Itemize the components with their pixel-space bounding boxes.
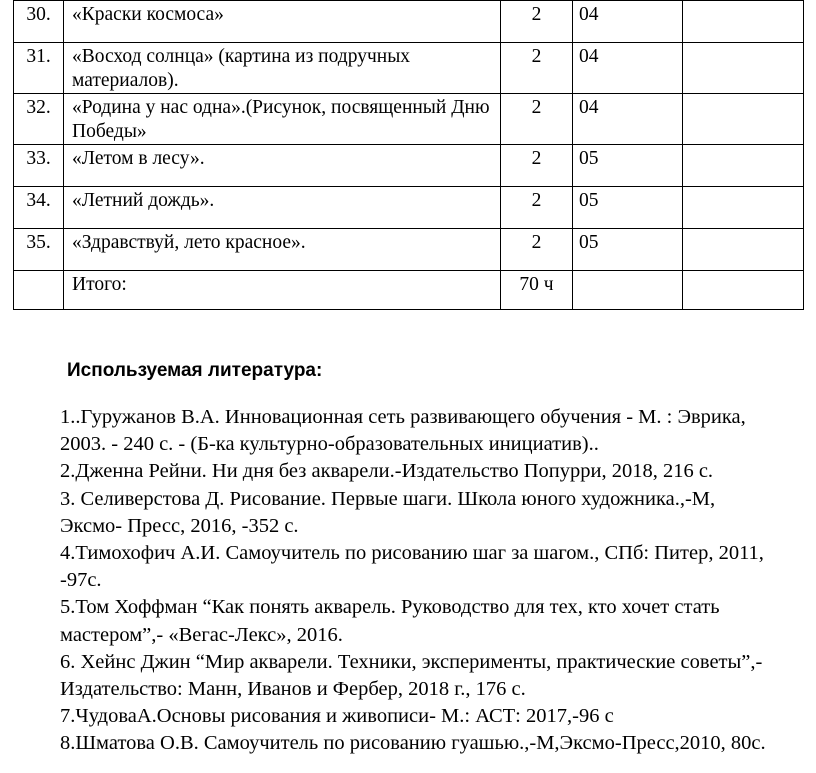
lesson-month: 05 <box>573 229 683 271</box>
literature-list <box>60 404 780 758</box>
total-hours: 70 ч <box>501 271 573 310</box>
lesson-month: 04 <box>573 43 683 94</box>
total-row <box>14 271 804 310</box>
table-row <box>14 43 804 94</box>
lesson-topic: «Восход солнца» (картина из подручных материалов). <box>64 43 501 94</box>
lesson-number: 31. <box>14 43 64 94</box>
empty-cell <box>683 271 804 310</box>
literature-item: 8.Шматова О.В. Самоучитель по рисованию гуашью.,-М,Эксмо-Пресс,2010, 80с. <box>60 732 766 755</box>
table-row <box>14 187 804 229</box>
literature-heading: Используемая литература: <box>67 360 323 381</box>
literature-item: 4.Тимохофич А.И. Самоучитель по рисованию шаг за шагом., СПб: Питер, 2011, -97с. <box>60 542 764 592</box>
lesson-topic: «Летний дождь». <box>64 187 501 229</box>
lesson-hours: 2 <box>501 187 573 229</box>
literature-item: 6. Хейнс Джин “Мир акварели. Техники, эксперименты, практические советы”,- Издательство: Манн, Иванов и Фербер, 2018 г., 176 с. <box>60 650 763 701</box>
empty-cell <box>683 43 804 94</box>
empty-cell <box>683 94 804 145</box>
lesson-hours: 2 <box>501 43 573 94</box>
table-row <box>14 145 804 187</box>
lesson-plan-table <box>13 0 804 310</box>
lesson-number: 34. <box>14 187 64 229</box>
table-row <box>14 1 804 43</box>
empty-cell <box>683 187 804 229</box>
lesson-number: 32. <box>14 94 64 145</box>
lesson-number: 30. <box>14 1 64 43</box>
total-label: Итого: <box>64 271 501 310</box>
lesson-month: 04 <box>573 94 683 145</box>
empty-cell <box>683 1 804 43</box>
lesson-hours: 2 <box>501 145 573 187</box>
lesson-number: 35. <box>14 229 64 271</box>
lesson-hours: 2 <box>501 229 573 271</box>
literature-item: 5.Том Хоффман “Как понять акварель. Руководство для тех, кто хочет стать мастером”,- «Вегас-Лекс», 2016. <box>60 596 720 646</box>
table-row <box>14 229 804 271</box>
lesson-month: 05 <box>573 187 683 229</box>
empty-cell <box>573 271 683 310</box>
lesson-topic: «Родина у нас одна».(Рисунок, посвященный Дню Победы» <box>64 94 501 145</box>
literature-item: 1..Гуружанов В.А. Инновационная сеть развивающего обучения - М. : Эврика, 2003. - 240 с. - (Б-ка культурно-образовательных инициатив).. <box>60 406 746 456</box>
literature-item: 3. Селиверстова Д. Рисование. Первые шаги. Школа юного художника.,-М, Эксмо- Пресс, 2016, -352 с. <box>60 487 716 537</box>
literature-item: 7.ЧудоваА.Основы рисования и живописи- М.: АСТ: 2017,-96 с <box>60 705 614 728</box>
empty-cell <box>683 229 804 271</box>
lesson-topic: «Краски космоса» <box>64 1 501 43</box>
lesson-number: 33. <box>14 145 64 187</box>
lesson-month: 05 <box>573 145 683 187</box>
empty-cell <box>14 271 64 310</box>
lesson-topic: «Здравствуй, лето красное». <box>64 229 501 271</box>
table-row <box>14 94 804 145</box>
lesson-hours: 2 <box>501 94 573 145</box>
lesson-month: 04 <box>573 1 683 43</box>
lesson-topic: «Летом в лесу». <box>64 145 501 187</box>
literature-item: 2.Дженна Рейни. Ни дня без акварели.-Издательство Попурри, 2018, 216 с. <box>60 460 714 483</box>
empty-cell <box>683 145 804 187</box>
lesson-hours: 2 <box>501 1 573 43</box>
